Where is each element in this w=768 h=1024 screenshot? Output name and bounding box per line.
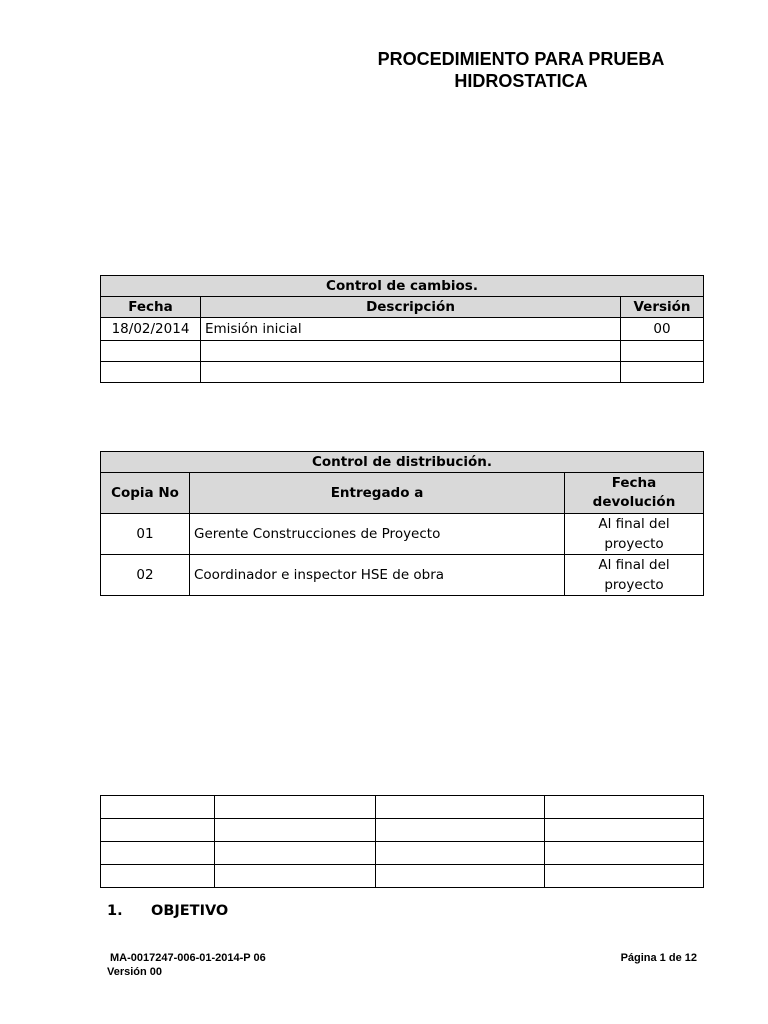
empty-cell (545, 865, 704, 888)
section-number: 1. (107, 903, 123, 919)
empty-cell (101, 819, 215, 842)
empty-cell (215, 819, 376, 842)
column-header-delivered-to: Entregado a (190, 473, 565, 514)
empty-cell (545, 796, 704, 819)
cell-version: 00 (621, 318, 704, 341)
cell-delivered-to: Gerente Construcciones de Proyecto (190, 514, 565, 555)
table-row (101, 819, 704, 842)
cell-copy-number: 02 (101, 555, 190, 596)
table-row (101, 555, 704, 596)
table-row (101, 341, 704, 362)
footer-page-number: Página 1 de 12 (620, 952, 697, 964)
empty-cell (376, 796, 545, 819)
section-title: OBJETIVO (151, 903, 229, 919)
table-row (101, 318, 704, 341)
cell-date: 18/02/2014 (101, 318, 201, 341)
return-date-line1: Al final del (598, 516, 670, 532)
footer-document-code: MA-0017247-006-01-2014-P 06 (110, 952, 266, 964)
change-control-title: Control de cambios. (101, 276, 704, 297)
document-title (340, 48, 702, 92)
empty-cell (101, 842, 215, 865)
document-title-line2: HIDROSTATICA (454, 71, 588, 91)
return-date-header-line1: Fecha (611, 475, 657, 491)
empty-cell (545, 819, 704, 842)
table-row (101, 796, 704, 819)
empty-cell (215, 842, 376, 865)
column-header-date: Fecha (101, 297, 201, 318)
table-row (101, 865, 704, 888)
table-row (101, 362, 704, 383)
cell-description (201, 362, 621, 383)
footer-version: Versión 00 (107, 966, 163, 978)
cell-date (101, 341, 201, 362)
empty-cell (215, 796, 376, 819)
distribution-control-table (100, 451, 704, 596)
return-date-line2: proyecto (604, 536, 664, 552)
cell-version (621, 341, 704, 362)
cell-version (621, 362, 704, 383)
empty-cell (545, 842, 704, 865)
empty-cell (376, 819, 545, 842)
column-header-description: Descripción (201, 297, 621, 318)
table-row (101, 514, 704, 555)
empty-grid-table (100, 795, 704, 888)
empty-cell (101, 865, 215, 888)
column-header-version: Versión (621, 297, 704, 318)
empty-cell (376, 842, 545, 865)
return-date-line2: proyecto (604, 577, 664, 593)
column-header-return-date (565, 473, 704, 514)
section-heading (107, 903, 228, 919)
cell-delivered-to: Coordinador e inspector HSE de obra (190, 555, 565, 596)
distribution-control-title: Control de distribución. (101, 452, 704, 473)
cell-return-date (565, 555, 704, 596)
empty-cell (215, 865, 376, 888)
cell-copy-number: 01 (101, 514, 190, 555)
cell-return-date (565, 514, 704, 555)
empty-cell (376, 865, 545, 888)
empty-cell (101, 796, 215, 819)
cell-description (201, 341, 621, 362)
cell-description: Emisión inicial (201, 318, 621, 341)
table-row (101, 842, 704, 865)
change-control-table (100, 275, 704, 383)
return-date-header-line2: devolución (592, 494, 676, 510)
footer-document-info (107, 951, 266, 979)
return-date-line1: Al final del (598, 557, 670, 573)
document-title-line1: PROCEDIMIENTO PARA PRUEBA (377, 49, 665, 69)
column-header-copy: Copia No (101, 473, 190, 514)
cell-date (101, 362, 201, 383)
